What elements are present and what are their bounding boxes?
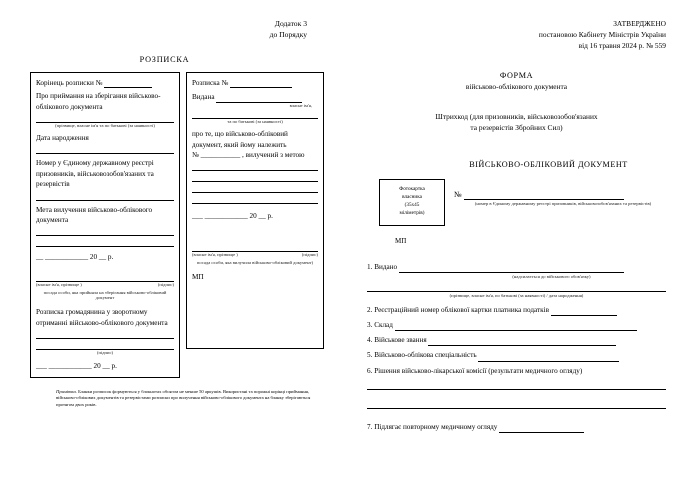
- receipt-purpose-line-4[interactable]: [192, 194, 318, 204]
- stub-birthdate-line[interactable]: [36, 144, 174, 154]
- registry-number-block: [454, 179, 666, 207]
- field-6-input-1[interactable]: [367, 380, 666, 390]
- stub-name-line-1[interactable]: [36, 113, 174, 123]
- registry-number-caption: (номер в Єдиному державному реєстрі призовників, військовозобов'язаних та резервістів): [474, 201, 652, 207]
- field-6: [367, 365, 666, 377]
- field-4-input[interactable]: [428, 337, 616, 346]
- stub-para-1: Про приймання на зберігання військово-облікового документа: [36, 92, 161, 111]
- receipt-number-label: Розписка №: [192, 78, 229, 87]
- stub-birthdate-label: Дата народження: [36, 133, 89, 142]
- form-label: ФОРМА: [499, 71, 534, 81]
- barcode-note-line-2: та резервістів Збройних Сил): [470, 123, 563, 133]
- receipt-stub-box: [30, 72, 180, 378]
- receipt-sign-caption-sign: (підпис): [301, 251, 318, 257]
- photo-line-3: (35х45: [404, 202, 420, 209]
- receipt-boxes: [30, 72, 325, 378]
- field-7-number: 7.: [367, 422, 373, 431]
- receipt-issued-caption-1: власне ім'я,: [289, 102, 312, 108]
- field-1-label: Видано: [374, 262, 398, 271]
- appendix-line-2: до Порядку: [269, 30, 307, 40]
- right-page-column: [345, 0, 690, 487]
- stamp-label: МП: [395, 236, 407, 245]
- field-3-label: Склад: [374, 321, 393, 330]
- receipt-para-about: про те, що військово-обліковий документ, який йому належить: [192, 130, 288, 149]
- appendix-header: [30, 18, 325, 41]
- field-2-label: Реєстраційний номер облікової картки платника податків: [374, 305, 550, 314]
- stub-para-2: Номер у Єдиному державному реєстрі призовників, військовозобов'язаних та резервістів: [36, 159, 154, 189]
- stub-para-3: Мета вилучення військово-облікового документа: [36, 205, 153, 225]
- barcode-note: [367, 111, 666, 133]
- field-1-caption-2: (прізвище, власне ім'я, по батькові (за наявності) / дата народження): [449, 292, 584, 298]
- photo-placeholder: [379, 179, 445, 226]
- receipt-sign-line[interactable]: [192, 242, 318, 252]
- receipt-sign-caption-name: (власне ім'я, прізвище ): [192, 251, 238, 257]
- footnote-text: Бланки розписок формуються у блокнотах обсягом не менше 50 аркушів. Використані та порожні корінці приймання, військово-облікових документів та резервістами розписки про вилучення військово-облікового документа на бланку зберігаються протягом двох років.: [56, 389, 311, 407]
- approval-block: [367, 18, 666, 51]
- photo-line-1: Фотокартка: [399, 186, 425, 193]
- field-2-number: 2.: [367, 305, 373, 314]
- receipt-doc-number: № ___________ , вилучений з метою: [192, 151, 305, 159]
- field-1-caption: (надсилається до військового обов'язку): [512, 273, 591, 279]
- stub-return-line-2[interactable]: [36, 340, 174, 350]
- field-5-input[interactable]: [478, 353, 619, 362]
- field-5-label: Військово-облікова спеціальність: [374, 351, 477, 360]
- footnote-label: Примітка.: [56, 389, 77, 395]
- field-1-input-2[interactable]: [367, 282, 666, 292]
- receipt-issued-line-2[interactable]: [192, 109, 318, 119]
- appendix-line-1: Додаток 3: [274, 19, 307, 28]
- fields-list: [367, 261, 666, 434]
- stub-return-sign-caption: (підпис): [96, 349, 114, 355]
- field-1-input[interactable]: [399, 264, 624, 273]
- field-4-label: Військове звання: [374, 336, 427, 345]
- field-7-label: Підлягає повторному медичному огляду: [374, 422, 498, 431]
- stub-purpose-line-1[interactable]: [36, 226, 174, 236]
- stub-position-caption: посада особи, яка прийняла на зберігання військово-обліковий документ: [43, 289, 167, 301]
- field-5: [367, 349, 666, 361]
- photo-line-2: власника: [402, 194, 422, 201]
- stub-sign-caption-sign: (підпис): [157, 281, 174, 287]
- field-7-input[interactable]: [499, 424, 584, 433]
- registry-number-line[interactable]: [464, 191, 624, 200]
- stub-return-line-1[interactable]: [36, 329, 174, 339]
- stub-date-tail-2: ___ ____________ 20 __ р.: [36, 361, 117, 370]
- field-5-number: 5.: [367, 351, 373, 360]
- field-3: [367, 319, 666, 331]
- receipt-purpose-line-3[interactable]: [192, 183, 318, 193]
- photo-line-4: міліметрів): [399, 209, 425, 216]
- field-6-input-2[interactable]: [367, 399, 666, 409]
- stub-para-4: Розписка громадянина у зворотному отриманні військово-облікового документа: [36, 308, 168, 327]
- stub-sign-caption-name: (власне ім'я, прізвище ): [36, 281, 82, 287]
- receipt-date-tail: ___ ____________ 20 __ р.: [192, 212, 273, 221]
- stub-name-caption: (прізвище, власне ім'я та по батькові (за наявності): [55, 123, 155, 129]
- stub-registry-line[interactable]: [36, 191, 174, 201]
- receipt-purpose-line-2[interactable]: [192, 172, 318, 182]
- field-2: [367, 304, 666, 316]
- stub-date-tail: __ ____________ 20 __ р.: [36, 253, 114, 262]
- stub-number-line[interactable]: [104, 79, 152, 88]
- field-1: [367, 261, 666, 273]
- document-title: ВІЙСЬКОВО-ОБЛІКОВИЙ ДОКУМЕНТ: [469, 159, 628, 169]
- field-7: [367, 421, 666, 433]
- field-6-label: Рішення військово-лікарської комісії (результати медичного огляду): [374, 366, 583, 375]
- field-3-input[interactable]: [395, 322, 637, 331]
- field-1-number: 1.: [367, 262, 373, 271]
- receipt-issued-caption-2: та по батькові (за наявності): [227, 119, 283, 125]
- stub-purpose-line-2[interactable]: [36, 237, 174, 247]
- receipt-purpose-line-1[interactable]: [192, 161, 318, 171]
- registry-number-label: №: [454, 189, 462, 199]
- receipt-main-box: [186, 72, 324, 349]
- receipt-issued-label: Видана: [192, 93, 215, 102]
- approval-line-1: ЗАТВЕРДЖЕНО: [613, 19, 666, 28]
- stub-number-label: Корінець розписки №: [36, 78, 103, 87]
- footnote: [30, 389, 325, 408]
- approval-line-3: від 16 травня 2024 р. № 559: [578, 41, 666, 51]
- field-6-number: 6.: [367, 366, 373, 375]
- receipt-stamp-label: МП: [192, 273, 204, 282]
- receipt-issued-line[interactable]: [216, 94, 302, 103]
- receipt-title: РОЗПИСКА: [139, 54, 190, 64]
- field-3-number: 3.: [367, 321, 373, 330]
- field-4-number: 4.: [367, 336, 373, 345]
- receipt-number-line[interactable]: [230, 79, 292, 88]
- stub-sign-line[interactable]: [36, 272, 174, 282]
- photo-and-number-row: [367, 179, 666, 226]
- approval-line-2: постановою Кабінету Міністрів України: [538, 30, 666, 40]
- receipt-position-caption: посада особи, яка вилучила військово-обліковий документ): [196, 259, 314, 265]
- form-sublabel: військово-облікового документа: [465, 82, 568, 92]
- barcode-note-line-1: Штрихкод (для призовників, військовозобов'язаних: [435, 112, 598, 122]
- field-4: [367, 334, 666, 346]
- field-2-input[interactable]: [551, 307, 617, 316]
